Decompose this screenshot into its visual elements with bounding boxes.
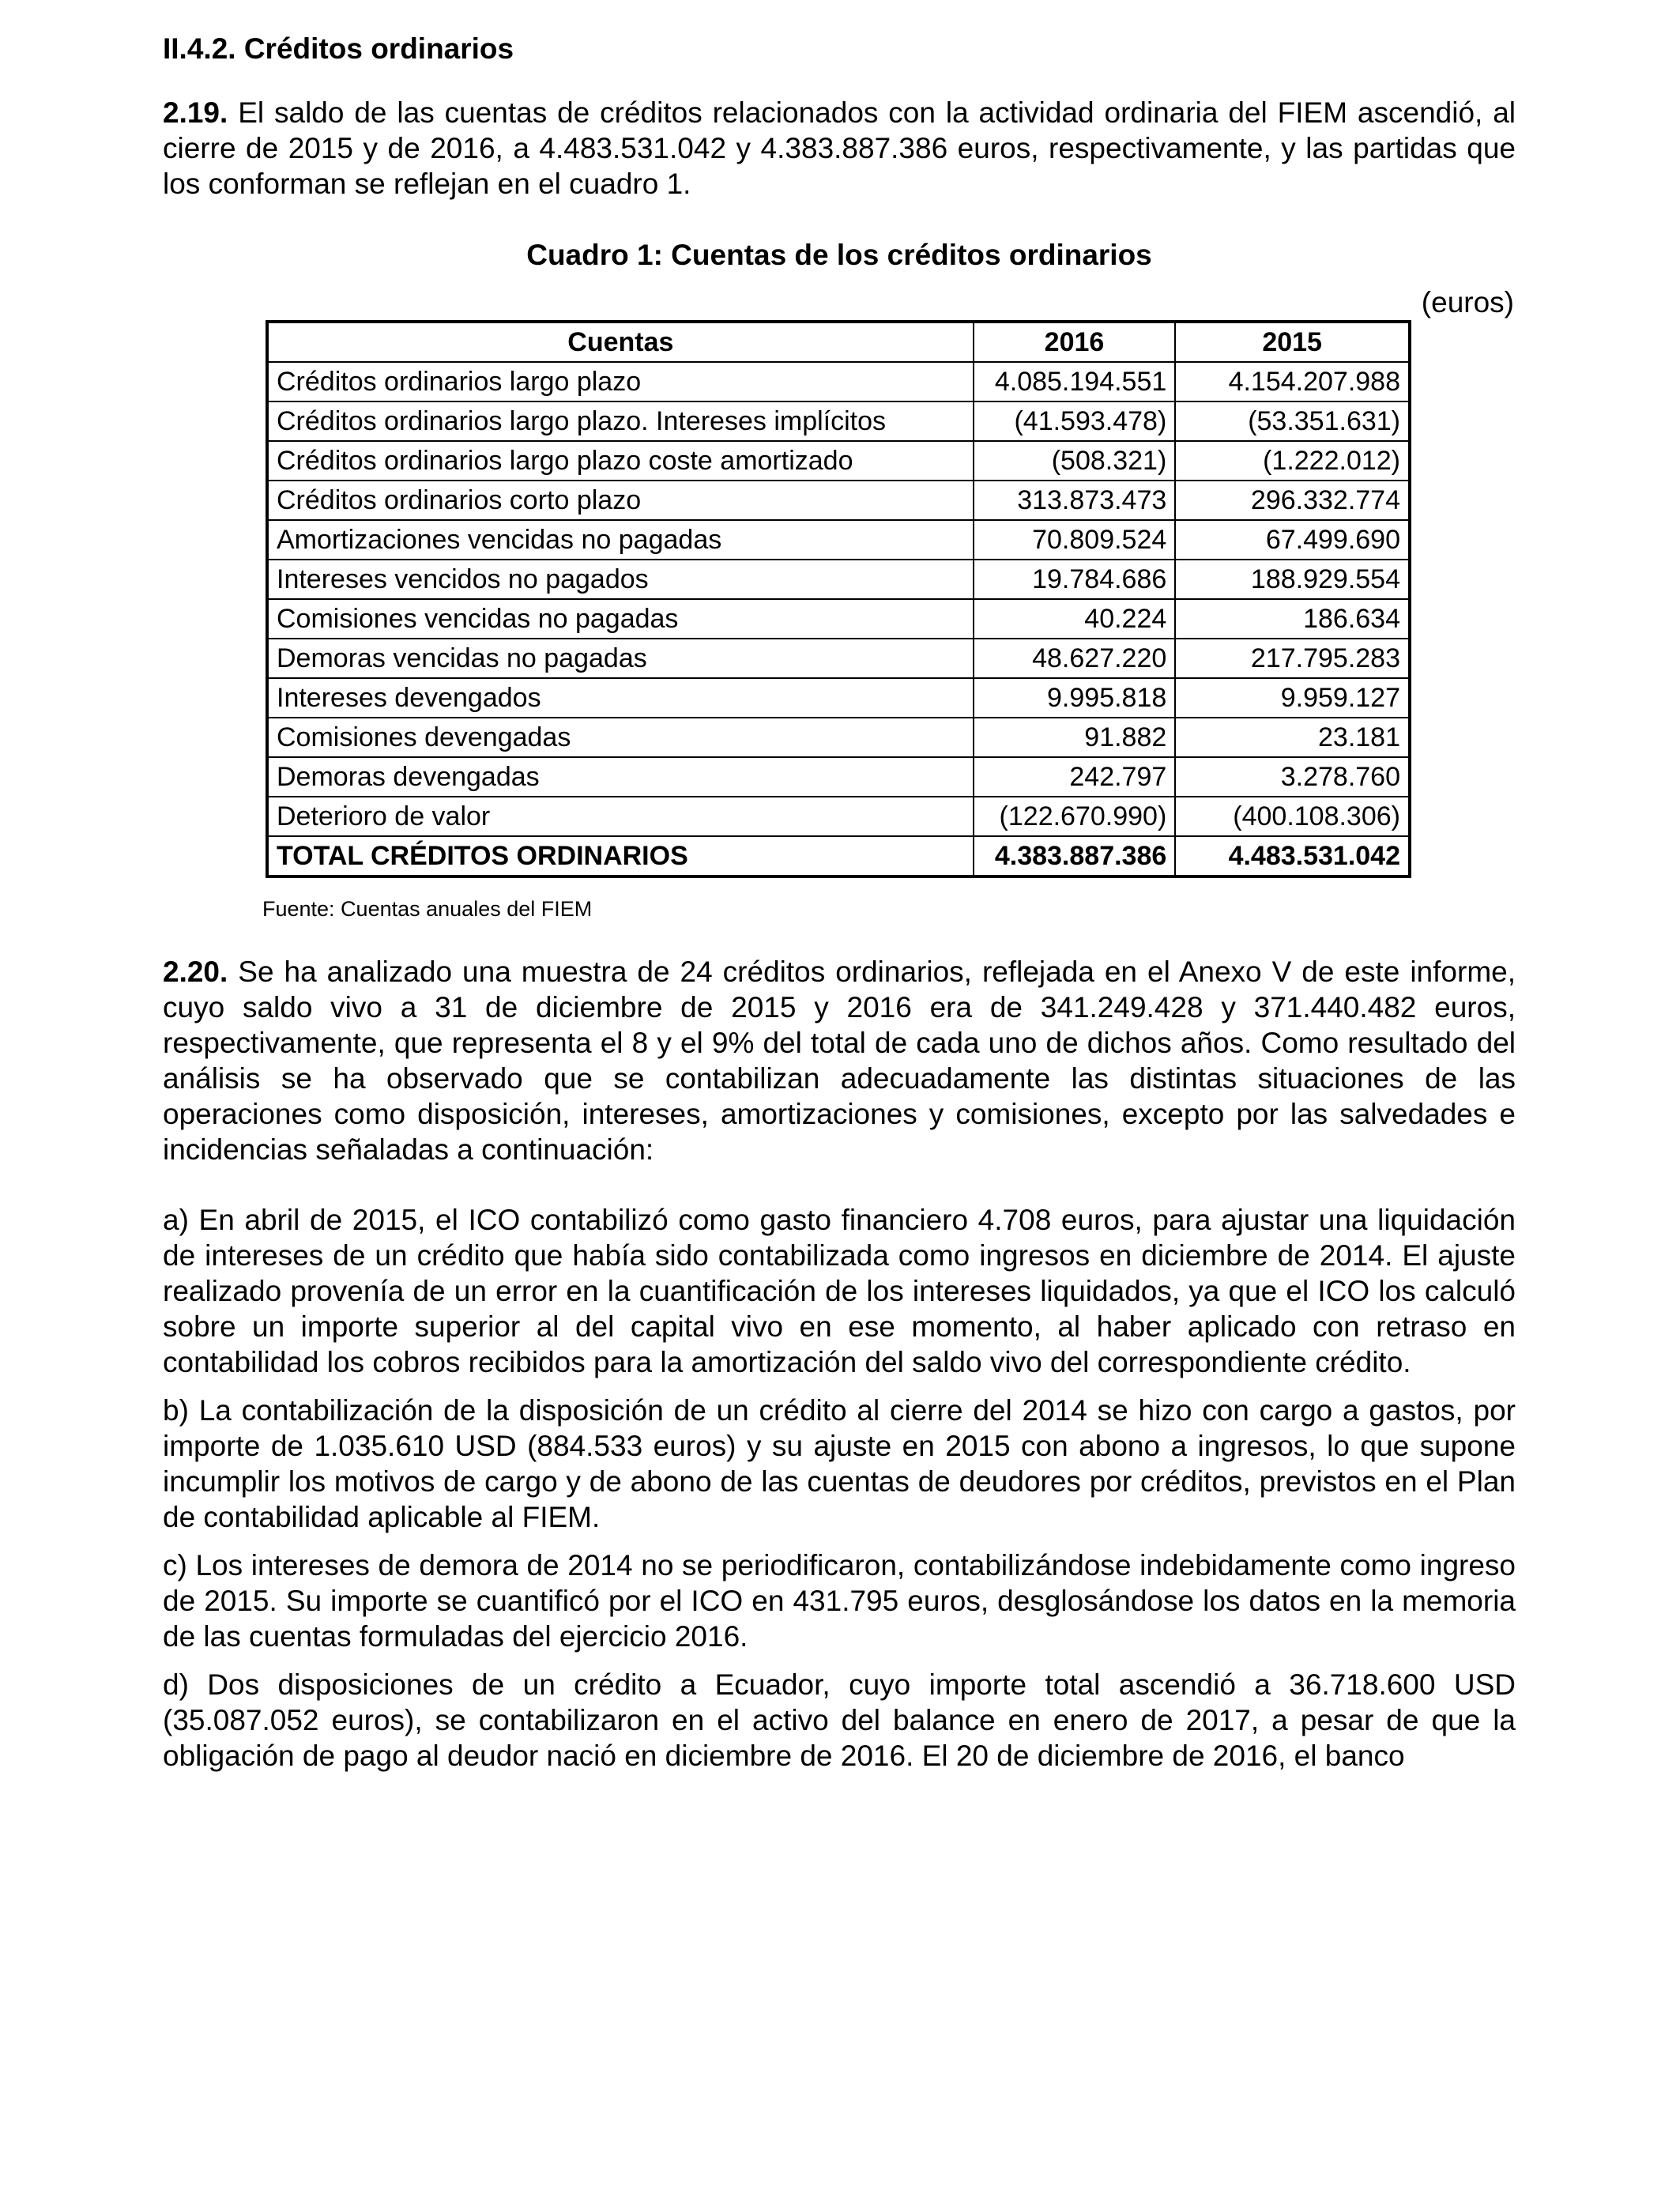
table-row — [267, 520, 1410, 560]
value-2015: 4.154.207.988 — [1175, 362, 1410, 401]
paragraph-number: 2.19. — [163, 96, 228, 129]
column-header-2015: 2015 — [1175, 322, 1410, 362]
account-name: Créditos ordinarios largo plazo. Intereses implícitos — [267, 401, 974, 441]
account-name: Intereses devengados — [267, 678, 974, 718]
value-2016: 70.809.524 — [974, 520, 1176, 560]
table-row — [267, 757, 1410, 797]
value-2016: 19.784.686 — [974, 560, 1176, 599]
table-total-row — [267, 836, 1410, 876]
total-2016: 4.383.887.386 — [974, 836, 1176, 876]
value-2015: (400.108.306) — [1175, 797, 1410, 836]
account-name: Comisiones vencidas no pagadas — [267, 599, 974, 639]
value-2016: 40.224 — [974, 599, 1176, 639]
account-name: Comisiones devengadas — [267, 718, 974, 757]
table-row — [267, 362, 1410, 401]
list-item-c: c) Los intereses de demora de 2014 no se periodificaron, contabilizándose indebidamente como ingreso de 2015. Su importe se cuantificó por el ICO en 431.795 euros, desglosándose los datos en la memoria de las cuentas formuladas del ejercicio 2016. — [163, 1549, 1516, 1653]
list-item-d: d) Dos disposiciones de un crédito a Ecuador, cuyo importe total ascendió a 36.718.600 USD (35.087.052 euros), se contabilizaron en el activo del balance en enero de 2017, a pesar de que la obligación de pago al deudor nació en diciembre de 2016. El 20 de diciembre de 2016, el banco — [163, 1668, 1516, 1772]
table-row — [267, 599, 1410, 639]
paragraph-number: 2.20. — [163, 956, 228, 988]
accounts-table — [266, 320, 1411, 878]
table-row — [267, 441, 1410, 481]
value-2015: 188.929.554 — [1175, 560, 1410, 599]
table-unit: (euros) — [1421, 286, 1514, 319]
paragraph-2-19 — [163, 95, 1516, 202]
value-2015: 23.181 — [1175, 718, 1410, 757]
list-item-a: a) En abril de 2015, el ICO contabilizó como gasto financiero 4.708 euros, para ajustar una liquidación de intereses de un crédito que había sido contabilizada como ingresos en diciembre de 2014. El ajuste realizado provenía de un error en la cuantificación de los intereses liquidados, ya que el ICO los calculó sobre un importe superior al del capital vivo en ese momento, al haber aplicado con retraso en contabilidad los cobros recibidos para la amortización del saldo vivo del correspondiente crédito. — [163, 1204, 1516, 1378]
table-row — [267, 678, 1410, 718]
value-2016: (508.321) — [974, 441, 1176, 481]
total-2015: 4.483.531.042 — [1175, 836, 1410, 876]
value-2016: 91.882 — [974, 718, 1176, 757]
table-row — [267, 797, 1410, 836]
account-name: Demoras devengadas — [267, 757, 974, 797]
value-2016: (122.670.990) — [974, 797, 1176, 836]
account-name: Demoras vencidas no pagadas — [267, 639, 974, 678]
value-2015: 186.634 — [1175, 599, 1410, 639]
value-2016: 4.085.194.551 — [974, 362, 1176, 401]
paragraph-text: El saldo de las cuentas de créditos relacionados con la actividad ordinaria del FIEM ascendió, al cierre de 2015 y de 2016, a 4.483.531.042 y 4.383.887.386 euros, respectivamente, y las partidas que los conforman se reflejan en el cuadro 1. — [163, 96, 1516, 200]
account-name: Amortizaciones vencidas no pagadas — [267, 520, 974, 560]
account-name: Deterioro de valor — [267, 797, 974, 836]
value-2016: 48.627.220 — [974, 639, 1176, 678]
table-header-row — [267, 322, 1410, 362]
table-row — [267, 401, 1410, 441]
section-title: II.4.2. Créditos ordinarios — [163, 32, 514, 65]
table-row — [267, 481, 1410, 520]
table-title: Cuadro 1: Cuentas de los créditos ordinarios — [526, 239, 1152, 271]
value-2015: 217.795.283 — [1175, 639, 1410, 678]
value-2016: 313.873.473 — [974, 481, 1176, 520]
account-name: Intereses vencidos no pagados — [267, 560, 974, 599]
table-row — [267, 718, 1410, 757]
table-source: Fuente: Cuentas anuales del FIEM — [262, 897, 593, 921]
value-2015: 3.278.760 — [1175, 757, 1410, 797]
table-row — [267, 560, 1410, 599]
column-header-2016: 2016 — [974, 322, 1176, 362]
value-2015: 296.332.774 — [1175, 481, 1410, 520]
table-row — [267, 639, 1410, 678]
value-2015: (1.222.012) — [1175, 441, 1410, 481]
value-2015: 9.959.127 — [1175, 678, 1410, 718]
value-2015: 67.499.690 — [1175, 520, 1410, 560]
account-name: Créditos ordinarios largo plazo — [267, 362, 974, 401]
value-2015: (53.351.631) — [1175, 401, 1410, 441]
paragraph-text: Se ha analizado una muestra de 24 créditos ordinarios, reflejada en el Anexo V de este informe, cuyo saldo vivo a 31 de diciembre de 2015 y 2016 era de 341.249.428 y 371.440.482 euros, respectivamente, que representa el 8 y el 9% del total de cada uno de dichos años. Como resultado del análisis se ha observado que se contabilizan adecuadamente las distintas situaciones de las operaciones como disposición, intereses, amortizaciones y comisiones, excepto por las salvedades e incidencias señaladas a continuación: — [163, 956, 1516, 1166]
column-header-cuentas: Cuentas — [267, 322, 974, 362]
value-2016: 9.995.818 — [974, 678, 1176, 718]
value-2016: (41.593.478) — [974, 401, 1176, 441]
total-label: TOTAL CRÉDITOS ORDINARIOS — [267, 836, 974, 876]
paragraph-2-20 — [163, 954, 1516, 1167]
list-item-b: b) La contabilización de la disposición de un crédito al cierre del 2014 se hizo con cargo a gastos, por importe de 1.035.610 USD (884.533 euros) y su ajuste en 2015 con abono a ingresos, lo que supone incumplir los motivos de cargo y de abono de las cuentas de deudores por créditos, previstos en el Plan de contabilidad aplicable al FIEM. — [163, 1394, 1516, 1533]
account-name: Créditos ordinarios corto plazo — [267, 481, 974, 520]
value-2016: 242.797 — [974, 757, 1176, 797]
account-name: Créditos ordinarios largo plazo coste amortizado — [267, 441, 974, 481]
document-page — [163, 32, 1516, 1774]
